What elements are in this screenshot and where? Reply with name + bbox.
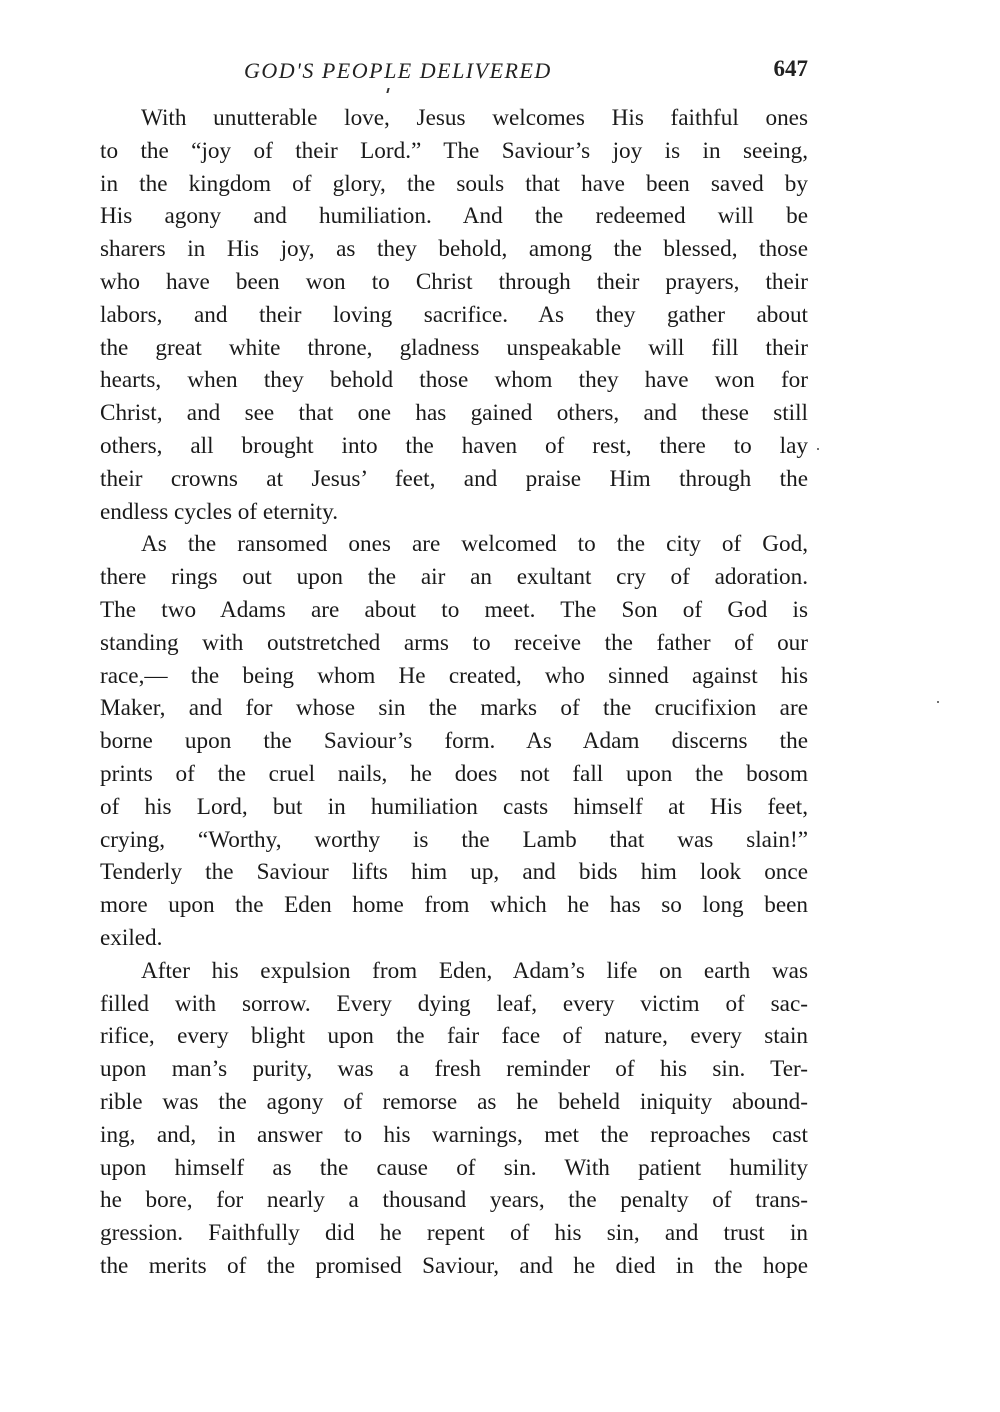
text-line: filled with sorrow. Every dying leaf, every victim of sac-	[100, 990, 808, 1017]
text-line: exiled.	[100, 924, 163, 951]
paragraph	[100, 102, 808, 528]
text-line: Tenderly the Saviour lifts him up, and bids him look once	[100, 859, 808, 886]
text-line: endless cycles of eternity.	[100, 498, 339, 525]
text-line: their crowns at Jesus’ feet, and praise Him through the	[100, 465, 808, 492]
text-line: there rings out upon the air an exultant cry of adoration.	[100, 564, 808, 591]
text-line: gression. Faithfully did he repent of his sin, and trust in	[100, 1220, 808, 1247]
text-line: who have been won to Christ through their prayers, their	[100, 268, 808, 295]
text-line: labors, and their loving sacrifice. As they gather about	[100, 301, 808, 328]
text-line: the merits of the promised Saviour, and he died in the hope	[100, 1252, 808, 1279]
book-page	[100, 56, 808, 1283]
text-line: sharers in His joy, as they behold, among the blessed, those	[100, 236, 808, 263]
text-line: standing with outstretched arms to receive the father of our	[100, 629, 808, 656]
scan-speck	[817, 448, 819, 450]
text-line: rible was the agony of remorse as he beheld iniquity abound-	[100, 1088, 808, 1115]
text-line: upon man’s purity, was a fresh reminder of his sin. Ter-	[100, 1056, 808, 1083]
text-line: race,— the being whom He created, who sinned against his	[100, 662, 808, 689]
text-line: in the kingdom of glory, the souls that have been saved by	[100, 170, 808, 197]
text-line: to the “joy of their Lord.” The Saviour’s joy is in seeing,	[100, 137, 808, 164]
text-line: crying, “Worthy, worthy is the Lamb that was slain!”	[100, 826, 808, 853]
text-line: His agony and humiliation. And the redeemed will be	[100, 203, 808, 230]
text-line: Christ, and see that one has gained others, and these still	[100, 400, 808, 427]
text-line: With unutterable love, Jesus welcomes His faithful ones	[141, 105, 808, 131]
text-line: prints of the cruel nails, he does not fall upon the bosom	[100, 760, 808, 787]
text-line: After his expulsion from Eden, Adam’s life on earth was	[141, 957, 808, 984]
text-line: The two Adams are about to meet. The Son of God is	[100, 596, 808, 623]
text-line: upon himself as the cause of sin. With patient humility	[100, 1154, 808, 1181]
text-line: Maker, and for whose sin the marks of the crucifixion are	[100, 695, 808, 722]
text-line: As the ransomed ones are welcomed to the city of God,	[141, 531, 808, 558]
scan-speck	[937, 701, 939, 703]
text-line: borne upon the Saviour’s form. As Adam discerns the	[100, 728, 808, 755]
chapter-title: GOD'S PEOPLE DELIVERED	[244, 58, 552, 83]
paragraph	[100, 528, 808, 954]
paragraph	[100, 955, 808, 1283]
text-line: hearts, when they behold those whom they have won for	[100, 367, 808, 394]
text-line: more upon the Eden home from which he has so long been	[100, 892, 808, 919]
text-line: others, all brought into the haven of rest, there to lay	[100, 432, 808, 459]
page-number: 647	[773, 56, 808, 81]
text-line: the great white throne, gladness unspeakable will fill their	[100, 334, 808, 361]
text-line: rifice, every blight upon the fair face of nature, every stain	[100, 1023, 808, 1050]
body-text	[100, 102, 808, 1283]
running-header	[100, 56, 808, 92]
text-line: of his Lord, but in humiliation casts himself at His feet,	[100, 793, 808, 820]
text-line: he bore, for nearly a thousand years, the penalty of trans-	[100, 1187, 808, 1214]
scan-speck	[386, 88, 389, 93]
text-line: ing, and, in answer to his warnings, met the reproaches cast	[100, 1121, 808, 1148]
